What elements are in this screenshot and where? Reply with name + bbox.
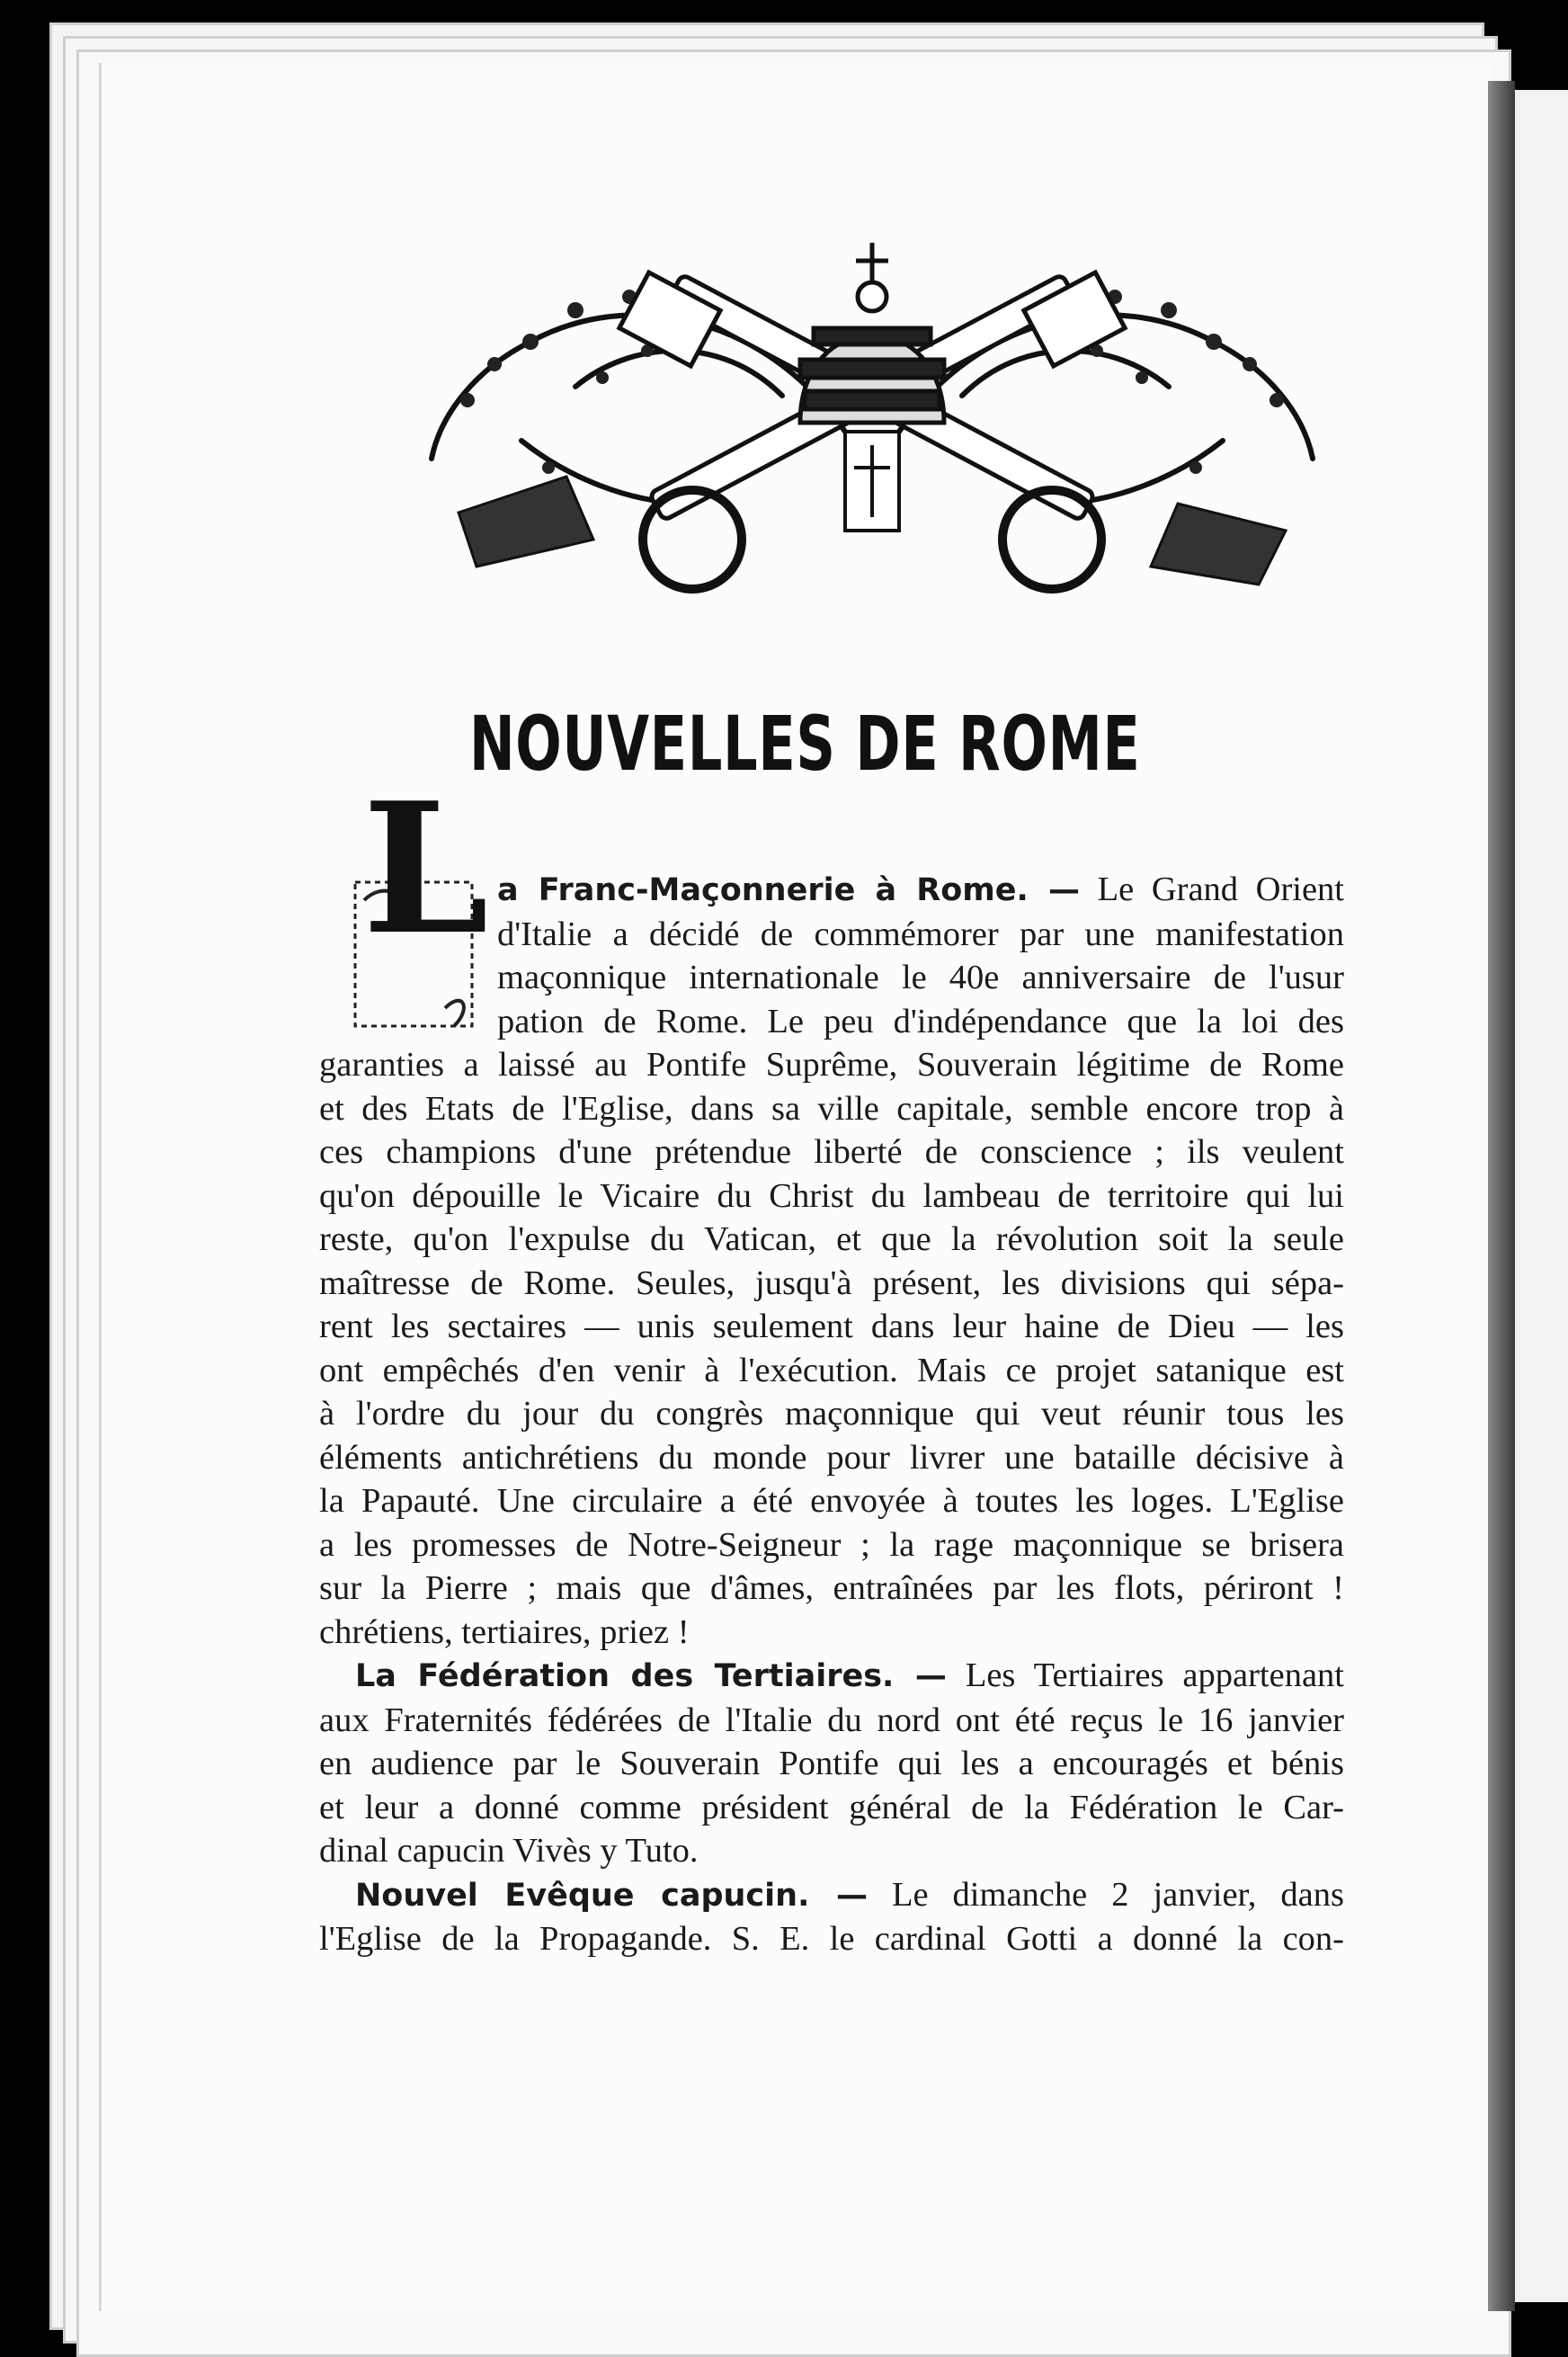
page-title: NOUVELLES DE ROME	[468, 700, 1141, 788]
text-line: et leur a donné comme président général de la Fédération le Car-	[319, 1788, 1344, 1826]
text-line: dinal capucin Vivès y Tuto.	[319, 1832, 699, 1870]
text-line: d'Italie a décidé de commémorer par une manifestation	[497, 915, 1344, 953]
text-line: maîtresse de Rome. Seules, jusqu'à présent, les divisions qui sépa-	[319, 1263, 1344, 1302]
text-line: a les promesses de Notre-Seigneur ; la rage maçonnique se brisera	[319, 1525, 1344, 1564]
article-body	[319, 763, 1345, 1961]
text-line: reste, qu'on l'expulse du Vatican, et que la révolution soit la seule	[319, 1220, 1344, 1258]
text-line: garanties a laissé au Pontife Suprême, Souverain légitime de Rome	[319, 1046, 1344, 1084]
text-line: ces champions d'une prétendue liberté de conscience ; ils veulent	[319, 1133, 1344, 1171]
text-line: pation de Rome. Le peu d'indépendance que la loi des	[497, 1002, 1344, 1040]
text-line: chrétiens, tertiaires, priez !	[319, 1612, 690, 1651]
drop-cap	[346, 763, 489, 1033]
papal-tiara-crossed-keys-ornament	[423, 207, 1322, 629]
text-line: sur la Pierre ; mais que d'âmes, entraînées par les flots, périront !	[319, 1569, 1344, 1607]
section-heading: Nouvel Evêque capucin. —	[355, 1877, 868, 1914]
text-line: rent les sectaires — unis seulement dans leur haine de Dieu — les	[319, 1308, 1344, 1345]
facing-page-edge	[1515, 90, 1568, 2302]
text-line: qu'on dépouille le Vicaire du Christ du lambeau de territoire qui lui	[319, 1176, 1344, 1215]
text-line: Le dimanche 2 janvier, dans	[891, 1875, 1345, 1914]
text-line: la Papauté. Une circulaire a été envoyée à toutes les loges. L'Eglise	[319, 1482, 1344, 1520]
text-line: maçonnique internationale le 40e anniversaire de l'usur	[497, 959, 1344, 996]
text-line: ont empêchés d'en venir à l'exécution. Mais ce projet satanique est	[319, 1351, 1344, 1389]
text-line: Le Grand Orient	[1097, 870, 1345, 908]
text-line: éléments antichrétiens du monde pour livrer une bataille décisive à	[319, 1438, 1344, 1477]
drop-cap-letter: L	[362, 763, 489, 975]
page-gutter-shadow	[1488, 81, 1515, 2311]
text-line: aux Fraternités fédérées de l'Italie du nord ont été reçus le 16 janvier	[319, 1701, 1344, 1739]
text-line: l'Eglise de la Propagande. S. E. le cardinal Gotti a donné la con-	[319, 1920, 1344, 1958]
section-heading: La Fédération des Tertiaires. —	[355, 1658, 947, 1694]
text-line: à l'ordre du jour du congrès maçonnique qui veut réunir tous les	[319, 1395, 1344, 1433]
text-line: en audience par le Souverain Pontife qui les a encouragés et bénis	[319, 1745, 1344, 1782]
section-heading: a Franc-Maçonnerie à Rome. —	[497, 872, 1080, 908]
text-line: et des Etats de l'Eglise, dans sa ville capitale, semble encore trop à	[319, 1089, 1344, 1128]
text-line: Les Tertiaires appartenant	[965, 1656, 1344, 1694]
